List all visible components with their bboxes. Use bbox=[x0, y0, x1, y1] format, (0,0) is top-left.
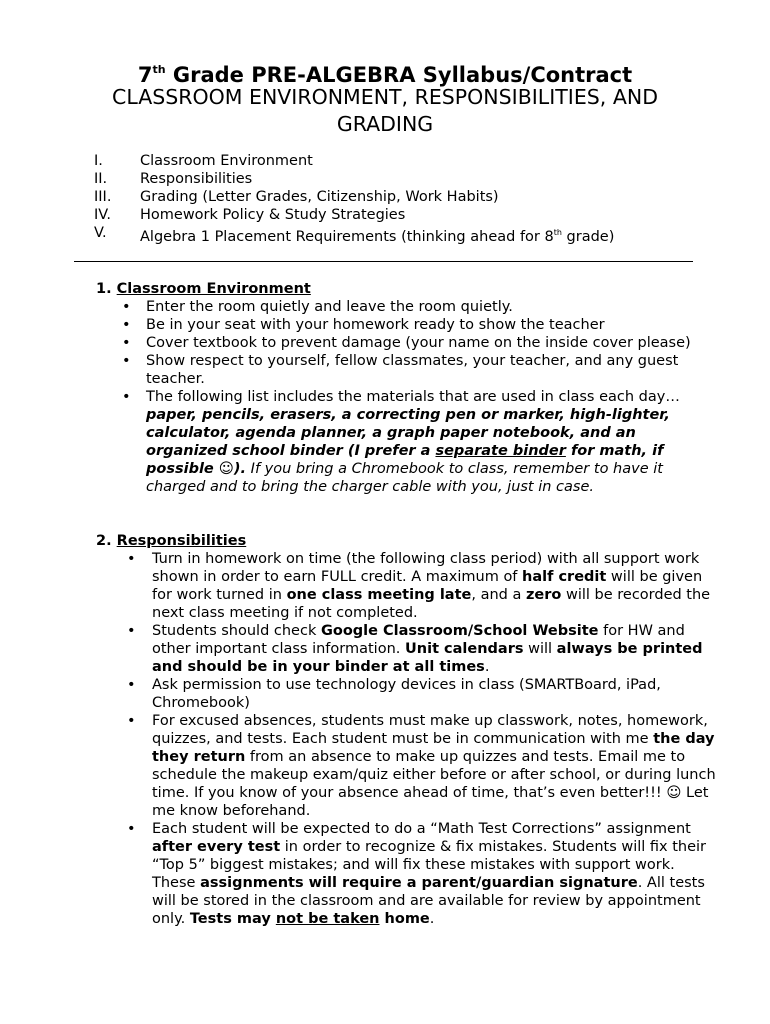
text: will bbox=[523, 641, 557, 657]
toc-item bbox=[94, 152, 714, 170]
text: for HW and other important class information. bbox=[152, 623, 685, 657]
toc-text bbox=[140, 224, 614, 246]
bullet-icon: • bbox=[122, 299, 131, 315]
toc-text: Grading (Letter Grades, Citizenship, Work Habits) bbox=[140, 189, 499, 205]
list-item-google-classroom bbox=[96, 622, 716, 676]
text: will be given for work turned in bbox=[152, 569, 703, 603]
section-classroom-environment bbox=[96, 280, 716, 496]
toc-number: IV. bbox=[94, 207, 111, 223]
toc-text: Homework Policy & Study Strategies bbox=[140, 207, 406, 223]
text: . bbox=[484, 659, 490, 675]
emphasis: Tests may bbox=[189, 911, 276, 927]
list-item bbox=[96, 334, 716, 352]
item-text: Show respect to yourself, fellow classmates, your teacher, and any guest teacher. bbox=[146, 353, 679, 387]
text: in order to recognize & fix mistakes. Students will fix their “Top 5” biggest mistakes; and will fix these mistakes with support work. These bbox=[152, 839, 707, 891]
title-grade-suffix: th bbox=[152, 63, 166, 76]
text: Each student will be expected to do a “Math Test Corrections” assignment bbox=[152, 821, 691, 837]
text: from an absence to make up quizzes and tests. Email me to schedule the makeup exam/quiz either before or after school, or during lunch time. If you know of your absence ahead of time, that’s even better!!! ☺ Let me know beforehand. bbox=[152, 749, 716, 819]
toc-text: Responsibilities bbox=[140, 171, 253, 187]
text: Turn in homework on time (the following class period) with all support work shown in order to earn FULL credit. A maximum of bbox=[152, 551, 700, 585]
emphasis: Unit calendars bbox=[405, 641, 524, 657]
text: Ask permission to use technology devices in class (SMARTBoard, iPad, Chromebook) bbox=[152, 677, 661, 711]
list-item-materials bbox=[96, 388, 716, 496]
text: Students should check bbox=[152, 623, 321, 639]
bullet-icon: • bbox=[122, 317, 131, 333]
section-number: 1. bbox=[96, 281, 117, 297]
text: For excused absences, students must make up classwork, notes, homework, quizzes, and tests. Each student must be in communication with me bbox=[152, 713, 708, 747]
toc-number: II. bbox=[94, 171, 108, 187]
materials-list: paper, pencils, erasers, a correcting pen or marker, high-lighter, calculator, agenda planner, a graph paper notebook, and an organized school binder (I prefer a bbox=[146, 407, 670, 459]
item-text: Cover textbook to prevent damage (your name on the inside cover please) bbox=[146, 335, 691, 351]
text: , and a bbox=[471, 587, 526, 603]
item-text: Enter the room quietly and leave the room quietly. bbox=[146, 299, 513, 315]
emphasis: one class meeting late bbox=[286, 587, 472, 603]
text: will be recorded the next class meeting if not completed. bbox=[152, 587, 711, 621]
materials-chromebook-note: If you bring a Chromebook to class, remember to have it charged and to bring the charger cable with you, just in case. bbox=[146, 461, 663, 495]
list-item-homework bbox=[96, 550, 716, 622]
list-item-technology bbox=[96, 676, 716, 712]
bullet-list bbox=[96, 298, 716, 496]
list-item bbox=[96, 352, 716, 388]
emphasis: half credit bbox=[522, 569, 607, 585]
materials-binder: separate binder bbox=[435, 443, 566, 459]
list-item bbox=[96, 298, 716, 316]
bullet-list bbox=[96, 550, 716, 928]
bullet-icon: • bbox=[122, 353, 131, 369]
item-text: Be in your seat with your homework ready to show the teacher bbox=[146, 317, 605, 333]
emphasis: home bbox=[379, 911, 430, 927]
section-number: 2. bbox=[96, 533, 117, 549]
toc-text-main: Algebra 1 Placement Requirements (thinking ahead for 8 bbox=[140, 229, 554, 245]
bullet-icon: • bbox=[127, 677, 136, 693]
toc-item bbox=[94, 170, 714, 188]
bullet-icon: • bbox=[127, 821, 136, 837]
section-responsibilities bbox=[96, 532, 716, 928]
section-heading bbox=[96, 532, 716, 550]
table-of-contents bbox=[94, 152, 714, 246]
toc-text-after: grade) bbox=[561, 229, 615, 245]
bullet-icon: • bbox=[127, 713, 136, 729]
toc-text-sup: th bbox=[553, 228, 562, 237]
toc-item bbox=[94, 188, 714, 206]
materials-intro: The following list includes the materials that are used in class each day… bbox=[146, 389, 680, 405]
list-item-absences bbox=[96, 712, 716, 820]
emphasis: the day they return bbox=[152, 731, 715, 765]
text: . bbox=[429, 911, 435, 927]
title-grade: 7 bbox=[137, 63, 153, 87]
page-subtitle: CLASSROOM ENVIRONMENT, RESPONSIBILITIES, AND GRADING bbox=[112, 85, 658, 136]
section-title: Responsibilities bbox=[116, 533, 247, 549]
list-item bbox=[96, 316, 716, 334]
text: . All tests will be stored in the classroom and are available for review by appointment only. bbox=[152, 875, 705, 927]
bullet-icon: • bbox=[127, 551, 136, 567]
section-title: Classroom Environment bbox=[116, 281, 311, 297]
bullet-icon: • bbox=[122, 335, 131, 351]
emphasis: always be printed and should be in your binder at all times bbox=[152, 641, 703, 675]
toc-number: I. bbox=[94, 153, 103, 169]
toc-number: III. bbox=[94, 189, 112, 205]
emphasis: zero bbox=[525, 587, 562, 603]
emphasis-underlined: not be taken bbox=[275, 911, 380, 927]
section-heading bbox=[96, 280, 716, 298]
emphasis: Google Classroom/School Website bbox=[320, 623, 599, 639]
toc-item bbox=[94, 224, 714, 246]
emphasis: assignments will require a parent/guardian signature bbox=[200, 875, 638, 891]
list-item-test-corrections bbox=[96, 820, 716, 928]
bullet-icon: • bbox=[122, 389, 131, 405]
bullet-icon: • bbox=[127, 623, 136, 639]
toc-text: Classroom Environment bbox=[140, 153, 313, 169]
title-text: Grade PRE-ALGEBRA Syllabus/Contract bbox=[165, 63, 633, 87]
horizontal-divider bbox=[74, 261, 693, 262]
toc-number: V. bbox=[94, 225, 107, 241]
emphasis: after every test bbox=[152, 839, 281, 855]
toc-item bbox=[94, 206, 714, 224]
materials-list-end: for math, if possible ☺). bbox=[146, 443, 664, 477]
